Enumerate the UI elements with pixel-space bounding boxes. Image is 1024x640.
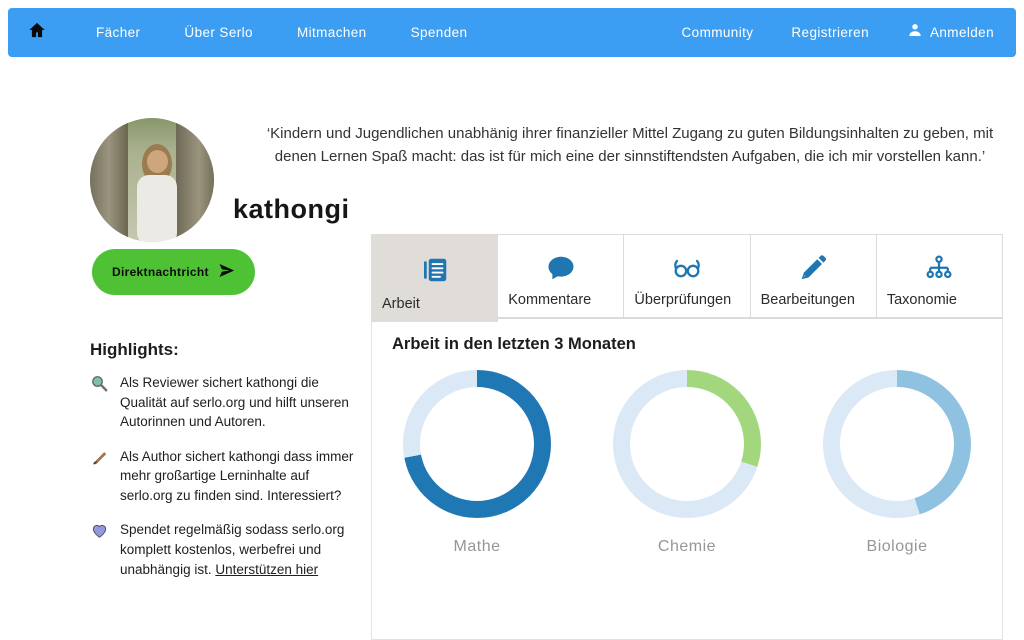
magnifier-icon xyxy=(90,373,110,432)
nav-item-community[interactable]: Community xyxy=(681,25,754,40)
list-icon xyxy=(372,235,497,296)
avatar-art xyxy=(176,118,214,242)
donut-chart-row xyxy=(372,370,1002,556)
direct-message-button[interactable] xyxy=(92,249,255,295)
login-label: Anmelden xyxy=(930,25,994,40)
nav-item-mitmachen[interactable]: Mitmachen xyxy=(296,25,367,40)
avatar-art xyxy=(147,150,168,173)
highlight-item-author xyxy=(90,447,362,506)
tab-taxonomie[interactable] xyxy=(877,234,1003,318)
support-link[interactable]: Unterstützen hier xyxy=(215,561,319,577)
avatar-art xyxy=(137,175,177,242)
top-nav-bar xyxy=(8,8,1016,57)
highlight-text: Als Reviewer sichert kathongi die Qualität auf serlo.org und hilft unseren Autorinnen und Autoren. xyxy=(120,375,349,430)
highlights-title: Highlights: xyxy=(90,340,179,359)
nav-item-spenden[interactable]: Spenden xyxy=(410,25,468,40)
highlight-text xyxy=(120,520,362,579)
avatar xyxy=(90,118,214,242)
nav-item-ueber-serlo[interactable]: Über Serlo xyxy=(184,25,253,40)
home-button[interactable] xyxy=(28,21,46,44)
brush-icon xyxy=(90,447,110,506)
donut-label: Mathe xyxy=(453,538,501,555)
activity-tabs-panel xyxy=(371,234,1003,640)
nav-item-registrieren[interactable]: Registrieren xyxy=(791,25,869,40)
glasses-icon xyxy=(624,235,749,292)
paper-plane-icon xyxy=(218,262,235,282)
page-title-username: kathongi xyxy=(233,194,350,224)
arbeit-tab-panel xyxy=(371,318,1003,640)
donut-ring-chemie xyxy=(613,370,761,518)
tab-label: Überprüfungen xyxy=(634,292,732,308)
highlight-item-donor xyxy=(90,520,362,579)
nav-right-group xyxy=(682,22,994,43)
highlight-text: Als Author sichert kathongi dass immer mehr großartige Lerninhalte auf serlo.org zu finden sind. Interessiert? xyxy=(120,448,354,503)
donut-label: Biologie xyxy=(866,538,928,555)
avatar-art xyxy=(90,118,128,242)
heart-icon xyxy=(90,520,110,579)
tab-label: Kommentare xyxy=(508,292,592,308)
tab-label: Bearbeitungen xyxy=(760,292,855,308)
donut-ring-biologie xyxy=(823,370,971,518)
pencil-icon xyxy=(751,235,876,292)
login-button[interactable] xyxy=(907,22,994,43)
user-icon xyxy=(907,22,923,43)
tab-bar xyxy=(371,234,1003,318)
taxonomy-icon xyxy=(877,235,1002,292)
panel-heading: Arbeit in den letzten 3 Monaten xyxy=(392,335,636,353)
highlight-text-donor: Spendet regelmäßig sodass serlo.org komplett kostenlos, werbefrei und unabhängig ist. xyxy=(120,522,345,577)
tab-label: Taxonomie xyxy=(886,292,957,308)
donut-chart-chemie xyxy=(582,370,792,556)
tab-arbeit[interactable] xyxy=(371,234,498,322)
tab-ueberpruefungen[interactable] xyxy=(624,234,750,318)
profile-quote: ‘Kindern und Jugendlichen unabhänig ihrer finanzieller Mittel Zugang zu guten Bildungsinhalten zu geben, mit denen Lernen Spaß macht: das ist für mich eine der sinnstiftendsten Aufgaben, die ich mir vorstellen kann.’ xyxy=(266,125,994,166)
comment-icon xyxy=(498,235,623,292)
highlight-item-reviewer xyxy=(90,373,362,432)
nav-item-faecher[interactable]: Fächer xyxy=(96,25,141,40)
home-icon xyxy=(28,21,46,44)
donut-ring-mathe xyxy=(403,370,551,518)
direct-message-button-label: Direktnachtricht xyxy=(112,265,209,279)
nav-left-group xyxy=(28,21,467,44)
donut-chart-biologie xyxy=(792,370,1002,556)
tab-kommentare[interactable] xyxy=(498,234,624,318)
donut-chart-mathe xyxy=(372,370,582,556)
tab-bearbeitungen[interactable] xyxy=(751,234,877,318)
highlights-section xyxy=(90,340,362,594)
donut-label: Chemie xyxy=(657,538,717,555)
tab-label: Arbeit xyxy=(382,296,420,312)
